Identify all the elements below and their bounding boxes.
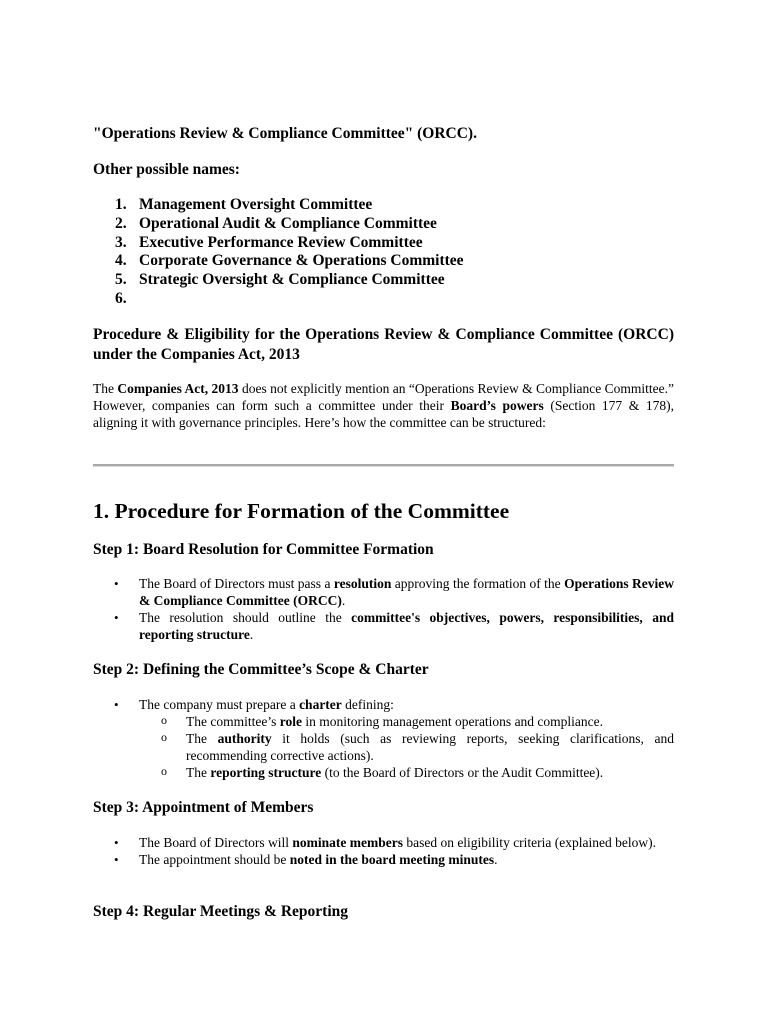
circle-bullet-icon: o — [161, 713, 167, 727]
bullet-bold: role — [279, 714, 302, 729]
list-number: 2. — [115, 214, 127, 232]
bullet-text: The — [186, 765, 211, 780]
bullet-text: The Board of Directors must pass a — [139, 576, 334, 591]
list-item — [93, 234, 674, 253]
bullet-text: The appointment should be — [139, 852, 290, 867]
bullet-bold: charter — [299, 697, 342, 712]
step2-sub-bullets — [139, 713, 674, 781]
list-number: 4. — [115, 252, 127, 270]
bullet-text: The committee’s — [186, 714, 280, 729]
list-item-text: Executive Performance Review Committee — [139, 233, 423, 251]
list-item-text: Operational Audit & Compliance Committee — [139, 214, 437, 232]
bullet-icon: • — [114, 697, 119, 712]
intro-text: (Section 177 & 178), aligning it with governance principles. Here’s how the committee can be structured: — [93, 398, 674, 430]
step4-heading: Step 4: Regular Meetings & Reporting — [93, 903, 349, 920]
circle-bullet-icon: o — [161, 764, 167, 778]
step1-heading: Step 1: Board Resolution for Committee Formation — [93, 541, 434, 558]
bullet-bold: resolution — [333, 576, 392, 591]
step2-heading: Step 2: Defining the Committee’s Scope & Charter — [93, 661, 429, 678]
bullet-text: The — [186, 731, 218, 746]
bullet-text: (to the Board of Directors or the Audit Committee). — [321, 765, 604, 780]
step2-bullets — [93, 696, 674, 781]
list-item — [93, 196, 674, 215]
circle-bullet-icon: o — [161, 730, 167, 744]
list-item — [93, 252, 674, 271]
list-item — [93, 290, 674, 309]
step3-bullets — [93, 834, 674, 868]
list-number: 6. — [115, 289, 127, 307]
list-item — [93, 609, 674, 643]
document-title: "Operations Review & Compliance Committee" (ORCC). — [93, 125, 477, 142]
bullet-text: based on eligibility criteria (explained below). — [402, 835, 656, 850]
bullet-bold: Operations Review & Compliance Committee (ORCC) — [139, 576, 674, 608]
procedure-heading: Procedure & Eligibility for the Operations Review & Compliance Committee (ORCC) under the Companies Act, 2013 — [93, 326, 674, 363]
bullet-text: in monitoring management operations and compliance. — [301, 714, 604, 729]
bullet-icon: • — [114, 576, 119, 591]
intro-bold-powers: Board’s powers — [450, 398, 544, 413]
section-heading: 1. Procedure for Formation of the Committee — [93, 499, 510, 523]
list-item — [93, 834, 674, 851]
list-item-text: Strategic Oversight & Compliance Committee — [139, 271, 445, 289]
names-list — [93, 196, 674, 309]
bullet-icon: • — [114, 835, 119, 850]
sub-list-item — [139, 713, 674, 730]
bullet-icon: • — [114, 610, 119, 625]
bullet-bold: nominate members — [292, 835, 403, 850]
bullet-icon: • — [114, 852, 119, 867]
other-names-heading: Other possible names: — [93, 161, 240, 178]
sub-list-item — [139, 764, 674, 781]
list-item — [93, 575, 674, 609]
step1-bullets — [93, 575, 674, 643]
bullet-text: defining: — [341, 697, 394, 712]
intro-text: does not explicitly mention an “Operations Review & Compliance Committee.” However, companies can form such a committee under their — [93, 381, 675, 413]
bullet-text: The company must prepare a — [139, 697, 300, 712]
intro-bold-act: Companies Act, 2013 — [117, 381, 239, 396]
list-item — [93, 215, 674, 234]
list-item — [93, 696, 674, 781]
bullet-text: . — [249, 627, 254, 642]
horizontal-rule — [93, 464, 674, 467]
step3-heading: Step 3: Appointment of Members — [93, 799, 314, 816]
bullet-bold: committee's objectives, powers, responsibilities, and reporting structure — [139, 610, 674, 642]
bullet-bold: noted in the board meeting minutes — [289, 852, 495, 867]
list-item-text: Corporate Governance & Operations Committee — [139, 252, 464, 270]
intro-text: The — [93, 381, 118, 396]
bullet-bold: reporting structure — [210, 765, 322, 780]
list-number: 1. — [115, 196, 127, 213]
list-item — [93, 271, 674, 290]
sub-list-item — [139, 730, 674, 764]
bullet-text: approving the formation of the — [391, 576, 565, 591]
bullet-text: The resolution should outline the — [139, 610, 352, 625]
bullet-text: . — [341, 593, 346, 608]
list-number: 3. — [115, 233, 127, 251]
bullet-bold: authority — [217, 731, 272, 746]
list-number: 5. — [115, 271, 127, 289]
bullet-text: it holds (such as reviewing reports, seeking clarifications, and recommending corrective actions). — [186, 731, 674, 763]
intro-paragraph — [93, 380, 674, 431]
list-item-text: Management Oversight Committee — [139, 196, 373, 213]
list-item — [93, 851, 674, 868]
bullet-text: The Board of Directors will — [139, 835, 293, 850]
bullet-text: . — [494, 852, 498, 867]
